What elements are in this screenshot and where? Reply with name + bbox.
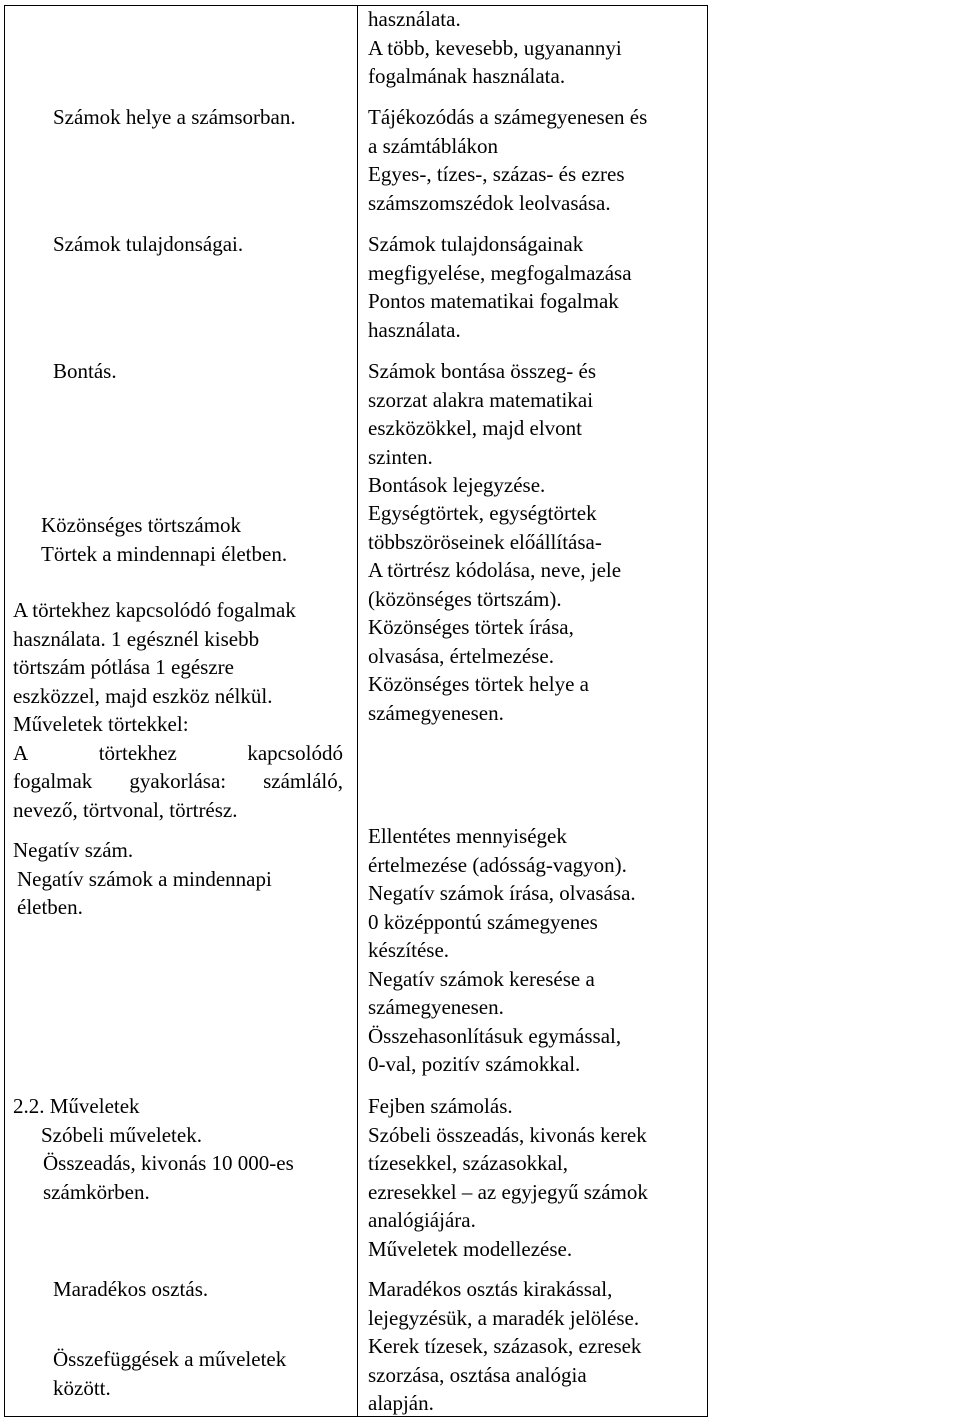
topic-tortek-fogalmak: A törtekhez kapcsolódó fogalmak használata. 1 egésznél kisebb törtszám pótlása 1 egészre eszközzel, majd eszköz nélkül. Műveletek törtekkel: A törtekhez kapcsolódó fogalmak gyakorlása: számláló, nevező, törtvonal, törtrész.: [13, 598, 343, 822]
right-bontas: Számok bontása összeg- és szorzat alakra matematikai eszközökkel, majd elvont szinten. Bontások lejegyzése.: [368, 359, 597, 497]
right-egysegtortek: Egységtörtek, egységtörtek többszöröseinek előállítása- A törtrész kódolása, neve, jele (közönséges törtszám). Közönséges törtek írása, olvasása, értelmezése. Közönséges törtek helye a számegyenesen.: [368, 501, 622, 725]
topic-kozonseges-tortszamok: Közönséges törtszámok Törtek a mindennapi életben.: [41, 513, 288, 566]
topic-bontas: Bontás.: [53, 359, 117, 383]
right-negativ-szamok: Ellentétes mennyiségek értelmezése (adósság-vagyon). Negatív számok írása, olvasása. 0 középpontú számegyenes készítése. Negatív számok keresése a számegyenesen. Összehasonlításuk egymással, 0-val, pozitív számokkal.: [368, 824, 636, 1076]
right-hasznalata: használata. A több, kevesebb, ugyanannyi fogalmának használata.: [368, 7, 622, 88]
justified-line-1: A törtekhez kapcsolódó: [13, 740, 343, 765]
right-kerek-szorzas: Kerek tízesek, százasok, ezresek szorzása, osztása analógia alapján.: [368, 1334, 642, 1415]
justified-line-2: fogalmak gyakorlása: számláló,: [13, 769, 343, 793]
right-tulajdonsagok: Számok tulajdonságainak megfigyelése, megfogalmazása Pontos matematikai fogalmak használata.: [368, 232, 632, 342]
topic-muveletek: 2.2. Műveletek Szóbeli műveletek. Összeadás, kivonás 10 000-es számkörben.: [13, 1094, 294, 1204]
topic-negativ-szam: Negatív szám. Negatív számok a mindennapi életben.: [13, 838, 272, 919]
right-fejben-szamolas: Fejben számolás. Szóbeli összeadás, kivonás kerek tízesekkel, százasokkal, ezresekkel – az egyjegyű számok analógiájára. Műveletek modellezése.: [368, 1094, 648, 1261]
topic-szamok-tulajdonsagai: Számok tulajdonságai.: [53, 232, 244, 256]
topic-szamok-helye: Számok helye a számsorban.: [53, 105, 296, 129]
topic-maradekos-osztas: Maradékos osztás.: [53, 1277, 209, 1301]
right-tajekozodas: Tájékozódás a számegyenesen és a számtáblákon Egyes-, tízes-, százas- és ezres számszomszédok leolvasása.: [368, 105, 648, 215]
topic-osszefuggesek: Összefüggések a műveletek között.: [53, 1347, 287, 1400]
right-maradekos-osztas: Maradékos osztás kirakással, lejegyzésük, a maradék jelölése.: [368, 1277, 640, 1330]
